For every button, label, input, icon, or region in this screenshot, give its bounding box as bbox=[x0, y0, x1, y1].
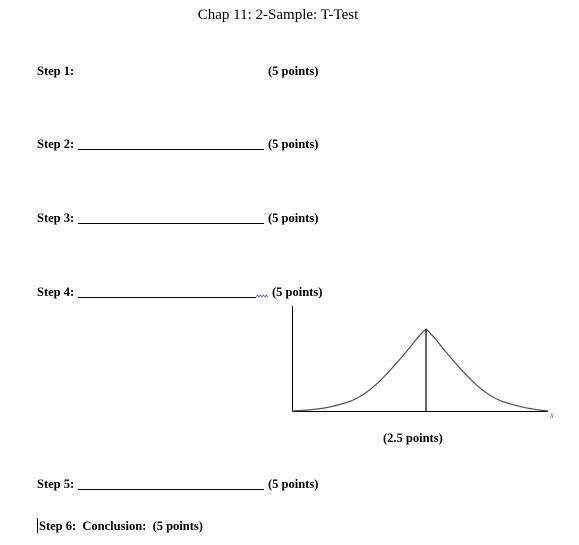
step-1 bbox=[37, 63, 337, 79]
step-4-points: (5 points) bbox=[272, 285, 323, 299]
step-5-label: Step 5: bbox=[37, 477, 75, 491]
step-3-answer-line[interactable] bbox=[78, 223, 264, 224]
figure-points: (2.5 points) bbox=[383, 431, 443, 445]
step-6[interactable] bbox=[37, 518, 203, 534]
step-2-label: Step 2: bbox=[37, 137, 75, 151]
step-5-answer-line[interactable] bbox=[78, 489, 264, 490]
spellcheck-squiggle-icon bbox=[256, 294, 268, 298]
step-4 bbox=[37, 284, 337, 300]
text-cursor bbox=[37, 518, 38, 533]
step-3-label: Step 3: bbox=[37, 211, 75, 225]
page-title: Chap 11: 2-Sample: T-Test bbox=[197, 7, 359, 23]
bell-curve bbox=[292, 329, 548, 411]
step-5-points: (5 points) bbox=[268, 477, 319, 491]
step-1-points: (5 points) bbox=[268, 64, 319, 78]
step-2-answer-line[interactable] bbox=[78, 149, 264, 150]
step-6-points: (5 points) bbox=[152, 519, 203, 533]
step-5 bbox=[37, 476, 337, 492]
step-3-points: (5 points) bbox=[268, 211, 319, 225]
figure-axis-label: x bbox=[550, 410, 554, 420]
step-4-answer-line[interactable] bbox=[78, 297, 256, 298]
normal-curve-figure bbox=[286, 300, 566, 425]
step-2-points: (5 points) bbox=[268, 137, 319, 151]
step-4-label: Step 4: bbox=[37, 285, 75, 299]
step-1-label: Step 1: bbox=[37, 64, 75, 78]
step-6-label: Step 6: bbox=[39, 519, 77, 533]
step-6-conclusion: Conclusion: bbox=[82, 519, 147, 533]
step-2 bbox=[37, 136, 337, 152]
step-3 bbox=[37, 210, 337, 226]
